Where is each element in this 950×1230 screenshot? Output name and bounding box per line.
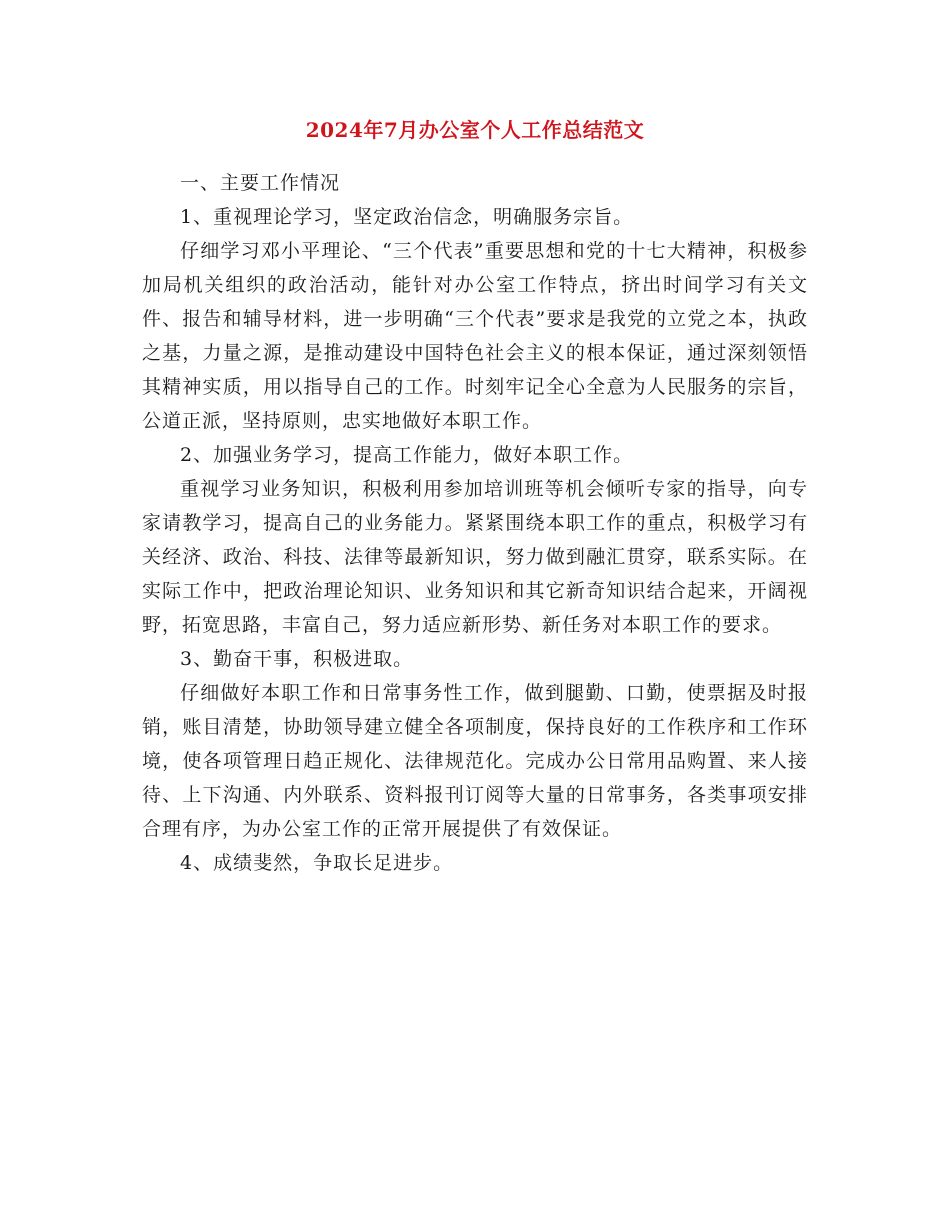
subheading-theory-study: 1、重视理论学习，坚定政治信念，明确服务宗旨。 [180,206,634,228]
paragraph-business-study: 重视学习业务知识，积极利用参加培训班等机会倾听专家的指导，向专家请教学习，提高自己的业务能力。紧紧围绕本职工作的重点，积极学习有关经济、政治、科技、法律等最新知识，努力做到融汇贯穿，联系实际。在实际工作中，把政治理论知识、业务知识和其它新奇知识结合起来，开阔视野，拓宽思路，丰富自己，努力适应新形势、新任务对本职工作的要求。 [142,478,808,636]
document-title: 2024年7月办公室个人工作总结范文 [305,118,645,142]
section-heading-main-work: 一、主要工作情况 [180,172,341,194]
paragraph-theory-study: 仔细学习邓小平理论、“三个代表”重要思想和党的十七大精神，积极参加局机关组织的政治活动，能针对办公室工作特点，挤出时间学习有关文件、报告和辅导材料，进一步明确“三个代表”要求是我党的立党之本，执政之基，力量之源，是推动建设中国特色社会主义的根本保证，通过深刻领悟其精神实质，用以指导自己的工作。时刻牢记全心全意为人民服务的宗旨，公道正派，坚持原则，忠实地做好本职工作。 [142,240,808,432]
subheading-achievements: 4、成绩斐然，争取长足进步。 [180,852,454,874]
subheading-diligent-work: 3、勤奋干事，积极进取。 [180,648,414,670]
paragraph-diligent-work: 仔细做好本职工作和日常事务性工作，做到腿勤、口勤，使票据及时报销，账目清楚，协助领导建立健全各项制度，保持良好的工作秩序和工作环境，使各项管理日趋正规化、法律规范化。完成办公日常用品购置、来人接待、上下沟通、内外联系、资料报刊订阅等大量的日常事务，各类事项安排合理有序，为办公室工作的正常开展提供了有效保证。 [142,682,808,840]
subheading-business-study: 2、加强业务学习，提高工作能力，做好本职工作。 [180,444,634,466]
